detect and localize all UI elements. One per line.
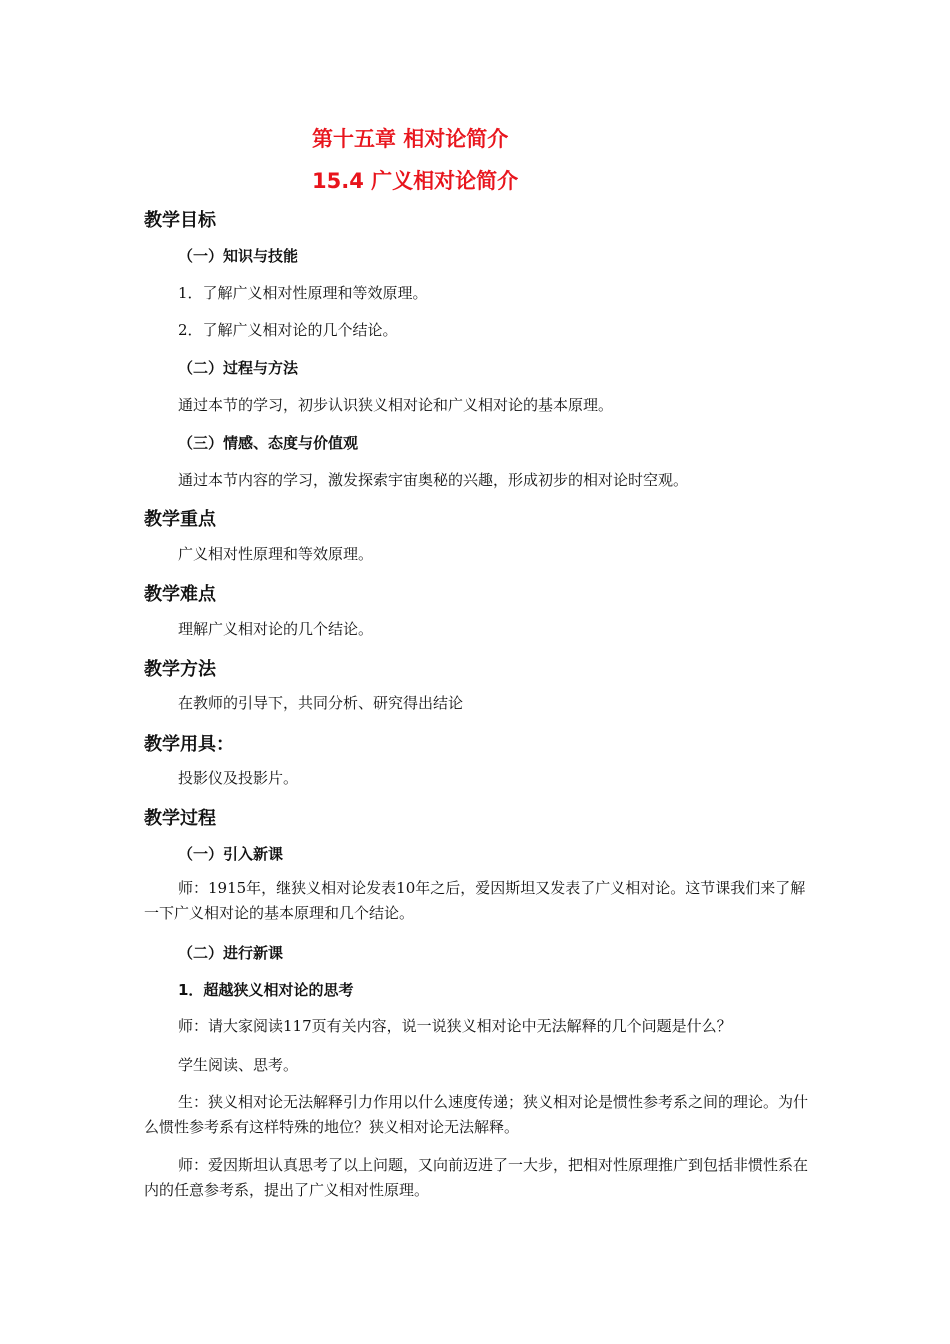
paragraph: 师：爱因斯坦认真思考了以上问题，又向前迈进了一大步，把相对性原理推广到包括非惯性系在内的任意参考系，提出了广义相对性原理。 [144,1156,809,1199]
process-method-heading: （二）过程与方法 [178,359,299,377]
intro-heading: （一）引入新课 [178,845,284,863]
paragraph: 生：狭义相对论无法解释引力作用以什么速度传递；狭义相对论是惯性参考系之间的理论。为什么惯性参考系有这样特殊的地位？狭义相对论无法解释。 [144,1093,809,1136]
process-heading: 教学过程 [144,808,216,829]
difficulty-heading: 教学难点 [144,584,216,605]
method-text: 在教师的引导下，共同分析、研究得出结论 [178,694,464,712]
intro-paragraph: 师：1915年，继狭义相对论发表10年之后，爱因斯坦又发表了广义相对论。这节课我们来了解一下广义相对论的基本原理和几个结论。 [144,879,806,922]
emotion-heading: （三）情感、态度与价值观 [178,434,359,452]
tools-heading: 教学用具： [144,734,234,755]
difficulty-text: 理解广义相对论的几个结论。 [178,620,374,638]
paragraph: 师：请大家阅读117页有关内容，说一说狭义相对论中无法解释的几个问题是什么？ [178,1017,732,1035]
process-method-text: 通过本节的学习，初步认识狭义相对论和广义相对论的基本原理。 [178,396,614,414]
chapter-title: 第十五章 相对论简介 [312,127,509,151]
method-heading: 教学方法 [144,659,216,680]
new-lesson-heading: （二）进行新课 [178,944,284,962]
tools-text: 投影仪及投影片。 [178,769,299,787]
key-heading: 教学重点 [144,509,216,530]
key-text: 广义相对性原理和等效原理。 [178,545,374,563]
point1-heading: 1．超越狭义相对论的思考 [178,981,354,999]
knowledge-item: 1．了解广义相对性原理和等效原理。 [178,284,428,302]
section-title: 15.4 广义相对论简介 [312,169,519,193]
paragraph: 学生阅读、思考。 [178,1056,299,1074]
knowledge-heading: （一）知识与技能 [178,247,299,265]
goals-heading: 教学目标 [144,210,216,231]
knowledge-item: 2．了解广义相对论的几个结论。 [178,321,398,339]
emotion-text: 通过本节内容的学习，激发探索宇宙奥秘的兴趣，形成初步的相对论时空观。 [178,471,689,489]
